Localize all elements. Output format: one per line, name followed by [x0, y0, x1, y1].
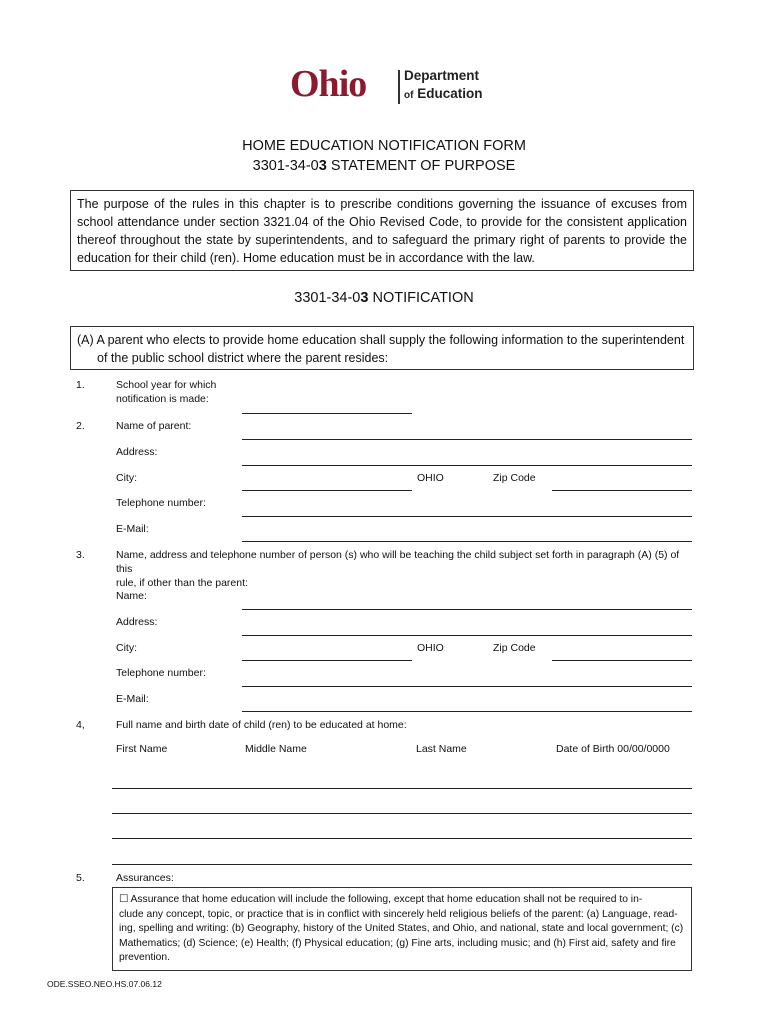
parent-address-field[interactable] [242, 465, 692, 466]
item-number-1: 1. [76, 379, 85, 391]
footer-code: ODE.SSEO.NEO.HS.07.06.12 [47, 979, 162, 989]
item-number-4: 4, [76, 719, 85, 731]
teacher-telephone-label: Telephone number: [116, 667, 206, 679]
school-year-label-line1: School year for which [116, 379, 217, 391]
teacher-address-label: Address: [116, 616, 158, 628]
teacher-name-label: Name: [116, 590, 147, 602]
teacher-telephone-field[interactable] [242, 686, 692, 687]
parent-zip-field[interactable] [552, 490, 692, 491]
notification-heading [0, 290, 768, 306]
school-year-label-line2: notification is made: [116, 393, 209, 405]
section-a-line2: of the public school district where the parent resides: [97, 351, 389, 365]
children-label: Full name and birth date of child (ren) to be educated at home: [116, 719, 407, 731]
parent-email-field[interactable] [242, 541, 692, 542]
col-first-name: First Name [116, 743, 168, 755]
assurance-line2: clude any concept, topic, or practice that is in conflict with sincerely held religious beliefs of the parent: (a) Language, read- [119, 908, 678, 920]
teacher-address-field[interactable] [242, 635, 692, 636]
form-title: HOME EDUCATION NOTIFICATION FORM [242, 138, 526, 154]
department-prefix: of [404, 90, 414, 101]
child-row-4-field[interactable] [112, 864, 692, 865]
subtitle-prefix: 3301-34-0 [252, 158, 319, 174]
notification-bold-digit: 3 [360, 290, 369, 306]
teacher-zip-field[interactable] [552, 660, 692, 661]
teacher-description-line2: rule, if other than the parent: [116, 577, 248, 589]
col-middle-name: Middle Name [245, 743, 307, 755]
logo-divider [398, 70, 400, 104]
parent-zip-label: Zip Code [493, 472, 536, 484]
assurance-line1-text: Assurance that home education will include the following, except that home education shall not be required to in- [130, 894, 643, 905]
assurance-line1 [119, 893, 685, 908]
child-row-2-field[interactable] [112, 813, 692, 814]
subtitle-suffix: STATEMENT OF PURPOSE [326, 158, 516, 174]
child-row-1-field[interactable] [112, 788, 692, 789]
teacher-city-field[interactable] [242, 660, 412, 661]
item-number-3: 3. [76, 549, 85, 561]
parent-state-label: OHIO [417, 472, 444, 484]
teacher-description-line1: Name, address and telephone number of person (s) who will be teaching the child subject set forth in paragraph (A) (5) of this [116, 549, 680, 575]
teacher-email-label: E-Mail: [116, 693, 149, 705]
col-last-name: Last Name [416, 743, 467, 755]
school-year-label [116, 378, 216, 406]
department-name [404, 67, 482, 105]
teacher-description [116, 548, 696, 590]
item-number-2: 2. [76, 420, 85, 432]
teacher-email-field[interactable] [242, 711, 692, 712]
department-line1: Department [404, 68, 480, 83]
subtitle-bold-digit: 3 [318, 158, 327, 174]
section-a-line1: (A) A parent who elects to provide home education shall supply the following information to the superintendent [77, 333, 685, 347]
assurance-line4: Mathematics; (d) Science; (e) Health; (f) Physical education; (g) Fine arts, including music; and (h) First aid, safety and fire [119, 937, 676, 949]
form-subtitle [0, 158, 768, 174]
purpose-text: The purpose of the rules in this chapter is to prescribe conditions governing the issuance of excuses from school attendance under section 3321.04 of the Ohio Revised Code, to provide for the consistent application thereof throughout the state by superintendents, and to safeguard the primary right of parents to provide the education for their child (ren). Home education must be in accordance with the law. [77, 197, 687, 265]
col-date-of-birth: Date of Birth 00/00/0000 [556, 743, 670, 755]
notification-suffix: NOTIFICATION [368, 290, 474, 306]
teacher-name-field[interactable] [242, 609, 692, 610]
purpose-box [70, 190, 694, 271]
parent-email-label: E-Mail: [116, 523, 149, 535]
parent-telephone-field[interactable] [242, 516, 692, 517]
notification-prefix: 3301-34-0 [294, 290, 361, 306]
item-number-5: 5. [76, 872, 85, 884]
school-year-field[interactable] [242, 413, 412, 414]
parent-telephone-label: Telephone number: [116, 497, 206, 509]
department-word: Education [417, 86, 483, 101]
assurance-line3: ing, spelling and writing: (b) Geography, history of the United States, and Ohio, and national, state and local government; (c) [119, 923, 684, 935]
parent-city-field[interactable] [242, 490, 412, 491]
assurance-line5: prevention. [119, 952, 170, 964]
ohio-logo: Ohio [290, 63, 367, 105]
assurance-checkbox[interactable]: ☐ [119, 894, 129, 905]
assurances-label: Assurances: [116, 872, 174, 884]
parent-city-label: City: [116, 472, 137, 484]
department-line2 [404, 85, 482, 105]
child-row-3-field[interactable] [112, 838, 692, 839]
teacher-state-label: OHIO [417, 642, 444, 654]
parent-address-label: Address: [116, 446, 158, 458]
teacher-zip-label: Zip Code [493, 642, 536, 654]
parent-name-label: Name of parent: [116, 420, 192, 432]
teacher-city-label: City: [116, 642, 137, 654]
section-a-box [70, 326, 694, 370]
parent-name-field[interactable] [242, 439, 692, 440]
assurance-box [112, 887, 692, 971]
